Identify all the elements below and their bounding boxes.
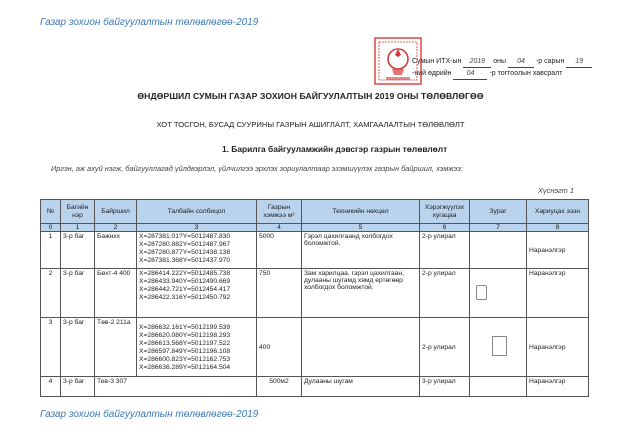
row-period: 2-р улирал <box>420 232 470 269</box>
coord-line: X=286632.161Y=5012199.539 <box>139 324 231 331</box>
col-index: 3 <box>137 224 257 232</box>
row-location: Тев-3 307 <box>95 377 257 397</box>
row-area: 750 <box>257 269 302 318</box>
row-area: 500м2 <box>257 377 302 397</box>
approval-day: 19 <box>566 56 592 68</box>
signature-mark-icon <box>492 336 507 356</box>
row-tech: Зам харилцаа, гэрэл цахилгаан, дулааны шугамд хямд ертөгөөр холбогдох боломжтой. <box>302 269 420 318</box>
coord-line: X=286414.222Y=5012485.738 <box>139 270 231 277</box>
table-row <box>41 269 589 318</box>
row-owner: Наранэлгэр <box>527 269 589 318</box>
col-header: № <box>41 200 61 224</box>
row-tech: Гэрэл цахилгаанд холбогдох боломжтой. <box>302 232 420 269</box>
coord-line: X=286600.823Y=5012162.753 <box>139 356 231 363</box>
row-coords <box>137 269 257 318</box>
col-index: 8 <box>527 224 589 232</box>
row-owner: Наранэлгэр <box>527 318 589 377</box>
row-location: Төв-2 211а <box>95 318 137 377</box>
row-location: Бажнхх <box>95 232 137 269</box>
col-header: Талбайн солбицол <box>137 200 257 224</box>
col-header: Багийн нэр <box>61 200 95 224</box>
row-image <box>470 269 527 318</box>
row-period: 2-р улирал <box>420 269 470 318</box>
col-header: Техникийн нөхцөл <box>302 200 420 224</box>
approval-year-suffix: оны <box>493 58 507 65</box>
table-index-row <box>41 224 589 232</box>
row-no: 1 <box>41 232 61 269</box>
row-bag: 3-р баг <box>61 269 95 318</box>
row-image <box>470 377 527 397</box>
row-owner: Наранэлгэр <box>527 377 589 397</box>
coord-line: X=286636.289Y=5012164.504 <box>139 364 231 371</box>
row-coords <box>137 232 257 269</box>
col-index: 7 <box>470 224 527 232</box>
coord-line: X=287381.368Y=5012437.970 <box>139 257 231 264</box>
col-index: 4 <box>257 224 302 232</box>
row-period: 2-р улирал <box>420 318 470 377</box>
approval-month: 04 <box>508 56 534 68</box>
page-subtitle: ХОТ ТОСГОН, БУСАД СУУРИНЫ ГАЗРЫН АШИГЛАЛТ, ХАМГААЛАЛТЫН ТӨЛӨВЛӨЛТ <box>156 120 465 129</box>
page-title: ӨНДӨРШИЛ СУМЫН ГАЗАР ЗОХИОН БАЙГУУЛАЛТЫН 2019 ОНЫ ТӨЛӨВЛӨГӨӨ <box>137 91 484 101</box>
coord-line: X=286442.721Y=5012454.417 <box>139 286 231 293</box>
table-number: Хүснэгт 1 <box>538 186 574 195</box>
row-owner: Наранэлгэр <box>527 232 589 269</box>
row-no: 4 <box>41 377 61 397</box>
approval-resolution-suffix: -р тогтоолын хавсралт <box>489 70 563 77</box>
coord-line: X=287280.877Y=5012438.138 <box>139 249 231 256</box>
row-coords <box>137 318 257 377</box>
coord-line: X=287381.01?Y=5012487.830 <box>139 233 231 240</box>
section-title: 1. Барилга байгууламжийн дэвсгэр газрын төлөвлөлт <box>222 144 448 154</box>
col-header: Газрын хэмжээ м² <box>257 200 302 224</box>
approval-day-suffix: -ний өдрийн <box>412 70 452 77</box>
approval-year: 2019 <box>463 56 491 68</box>
approval-prefix: Сумын ИТХ-ын <box>412 58 462 65</box>
col-header: Байршил <box>95 200 137 224</box>
row-tech <box>302 318 420 377</box>
page-footer: Газар зохион байгуулалтын төлөвлөгөө-2019 <box>40 409 259 420</box>
table-header-row <box>41 200 589 224</box>
coord-line: X=286613.568Y=5012197.522 <box>139 340 231 347</box>
row-bag: 3-р баг <box>61 318 95 377</box>
table-row <box>41 318 589 377</box>
coord-line: X=286422.316Y=5012450.792 <box>139 294 231 301</box>
row-no: 2 <box>41 269 61 318</box>
col-index: 5 <box>302 224 420 232</box>
page-header: Газар зохион байгуулалтын төлөвлөгөө-2019 <box>40 17 259 28</box>
row-no: 3 <box>41 318 61 377</box>
approval-month-suffix: -р сарын <box>535 58 565 65</box>
col-index: 0 <box>41 224 61 232</box>
row-tech: Дулааны шугам <box>302 377 420 397</box>
col-index: 1 <box>61 224 95 232</box>
plan-table <box>40 199 589 397</box>
intro-text: Иргэн, аж ахуй нэгж, байгууллагад үйлдвэрлэл, үйлчилгээ эрхлэх зориулалтаар эзэмшүүлэх газрын байршил, хэмжээ: <box>51 164 463 173</box>
approval-note <box>412 56 592 80</box>
coord-line: X=286620.080Y=5012198.293 <box>139 332 231 339</box>
col-index: 2 <box>95 224 137 232</box>
coord-line: X=286597.849Y=5012196.108 <box>139 348 231 355</box>
row-area: 400 <box>257 318 302 377</box>
approval-resolution-no: 04 <box>453 68 487 80</box>
row-location: Бөхт-4 400 <box>95 269 137 318</box>
table-row <box>41 377 589 397</box>
col-header: Хэрэгжүүлэх хугацаа <box>420 200 470 224</box>
signature-mark-icon <box>476 285 487 300</box>
col-header: Хариуцах эзэн <box>527 200 589 224</box>
row-period: 3-р улирал <box>420 377 470 397</box>
coord-line: X=286433.940Y=5012490.669 <box>139 278 231 285</box>
row-bag: 3-р баг <box>61 232 95 269</box>
row-image <box>470 318 527 377</box>
row-area: 5000 <box>257 232 302 269</box>
col-index: 6 <box>420 224 470 232</box>
coord-line: X=287280.882Y=5012487.967 <box>139 241 231 248</box>
row-image <box>470 232 527 269</box>
col-header: Зураг <box>470 200 527 224</box>
table-row <box>41 232 589 269</box>
row-bag: 3-р баг <box>61 377 95 397</box>
